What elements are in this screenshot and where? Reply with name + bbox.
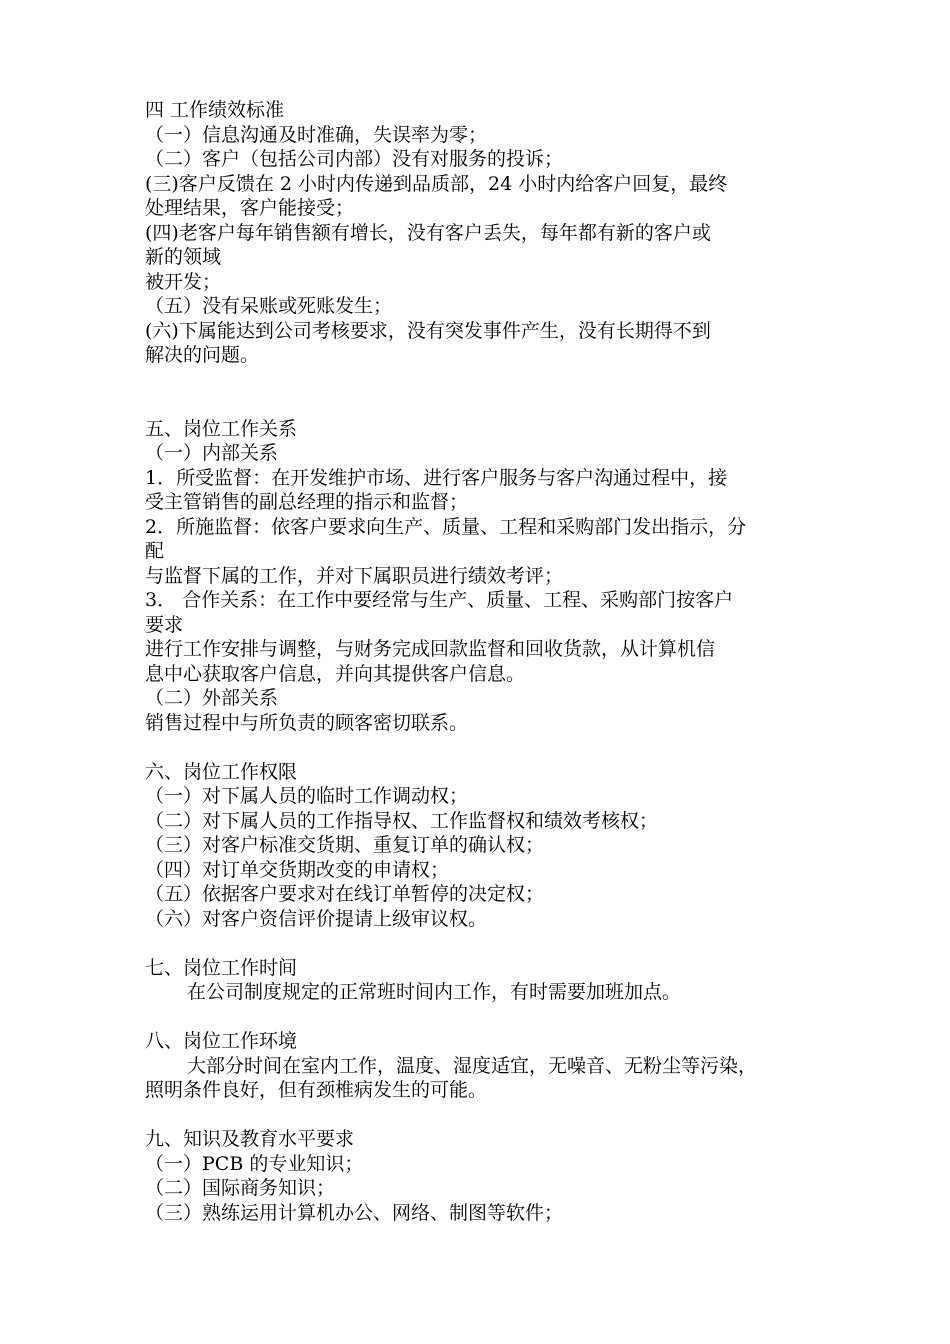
- text-line: （四）对订单交货期改变的申请权；: [145, 858, 450, 881]
- section-s6: [145, 760, 825, 932]
- text-line: （三）对客户标准交货期、重复订单的确认权；: [145, 834, 545, 856]
- section-spacer: [145, 931, 825, 956]
- text-line: 3． 合作关系：在工作中要经常与生产、质量、工程、采购部门按客户: [145, 589, 734, 611]
- text-line: 大部分时间在室内工作，温度、湿度适宜，无噪音、无粉尘等污染，: [187, 1054, 758, 1077]
- section-heading: 九、知识及教育水平要求: [145, 1128, 355, 1150]
- section-heading: 四 工作绩效标准: [145, 99, 285, 121]
- section-spacer: [145, 735, 825, 760]
- text-line: （三）熟练运用计算机办公、网络、制图等软件；: [145, 1201, 564, 1224]
- text-line: （一）信息沟通及时准确，失误率为零；: [145, 123, 488, 146]
- text-line: （六）对客户资信评价提请上级审议权。: [145, 907, 488, 930]
- section-s5: [145, 417, 825, 736]
- document-page: [145, 98, 825, 1225]
- section-s4: [145, 98, 825, 368]
- section-s8: [145, 1029, 825, 1103]
- section-spacer: [145, 1005, 825, 1030]
- text-line: （二）客户（包括公司内部）没有对服务的投诉；: [145, 148, 564, 170]
- text-line: 被开发；: [145, 270, 222, 293]
- text-line: 2．所施监督：依客户要求向生产、质量、工程和采购部门发出指示，分: [145, 515, 747, 538]
- text-line: （二）国际商务知识；: [145, 1177, 336, 1199]
- text-line: （五）依据客户要求对在线订单暂停的决定权；: [145, 883, 545, 905]
- section-spacer: [145, 1103, 825, 1128]
- section-heading: 八、岗位工作环境: [145, 1030, 298, 1052]
- text-line: (六)下属能达到公司考核要求，没有突发事件产生，没有长期得不到: [145, 319, 711, 342]
- text-line: 配: [145, 540, 165, 562]
- section-spacer: [145, 368, 825, 417]
- text-line: （二）对下属人员的工作指导权、工作监督权和绩效考核权；: [145, 809, 659, 832]
- text-line: （一）对下属人员的临时工作调动权；: [145, 785, 469, 807]
- text-line: 进行工作安排与调整，与财务完成回款监督和回收货款，从计算机信: [145, 638, 716, 660]
- text-line: （一）内部关系: [145, 442, 279, 464]
- text-line: （二）外部关系: [145, 687, 279, 709]
- text-line: 息中心获取客户信息，并向其提供客户信息。: [145, 662, 526, 685]
- text-line: (四)老客户每年销售额有增长，没有客户丢失，每年都有新的客户或: [145, 221, 711, 244]
- section-s9: [145, 1127, 825, 1225]
- text-line: 1．所受监督：在开发维护市场、进行客户服务与客户沟通过程中，接: [145, 466, 728, 489]
- text-line: 解决的问题。: [145, 344, 260, 366]
- text-line: （五）没有呆账或死账发生；: [145, 295, 393, 317]
- text-line: （一）PCB 的专业知识；: [145, 1152, 364, 1175]
- section-heading: 六、岗位工作权限: [145, 760, 298, 783]
- text-line: 受主管销售的副总经理的指示和监督；: [145, 491, 469, 513]
- text-line: 处理结果，客户能接受；: [145, 197, 355, 219]
- section-heading: 五、岗位工作关系: [145, 417, 298, 440]
- section-s7: [145, 956, 825, 1005]
- text-line: 在公司制度规定的正常班时间内工作，有时需要加班加点。: [187, 981, 682, 1003]
- text-line: 照明条件良好，但有颈椎病发生的可能。: [145, 1079, 488, 1101]
- text-line: (三)客户反馈在 2 小时内传递到品质部，24 小时内给客户回复，最终: [145, 172, 728, 195]
- section-heading: 七、岗位工作时间: [145, 956, 298, 979]
- text-line: 与监督下属的工作，并对下属职员进行绩效考评；: [145, 564, 564, 587]
- text-line: 新的领域: [145, 246, 222, 268]
- text-line: 要求: [145, 613, 184, 636]
- text-line: 销售过程中与所负责的顾客密切联系。: [145, 711, 469, 734]
